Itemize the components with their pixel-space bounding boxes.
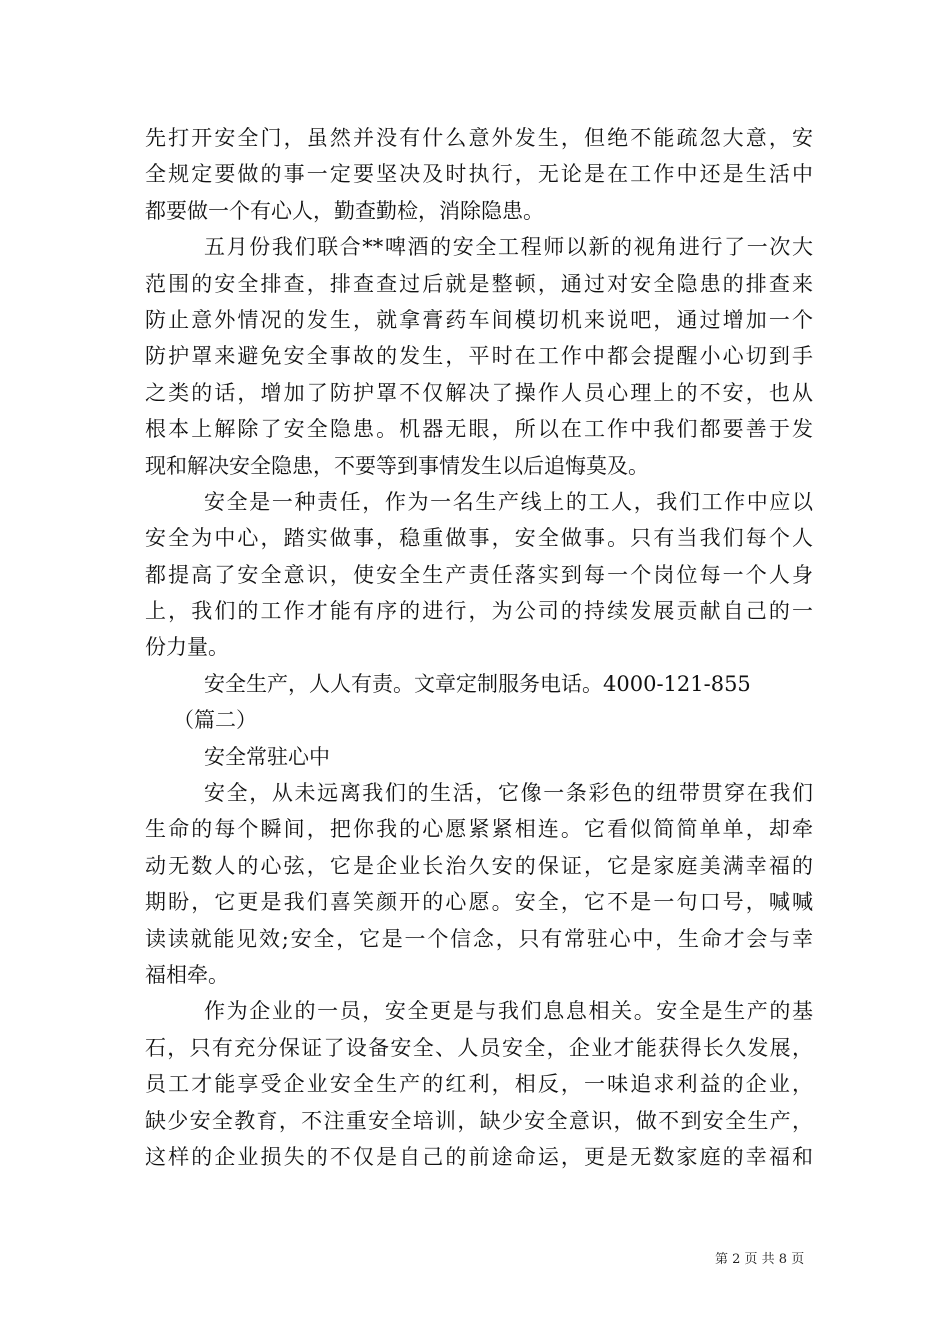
- text-line: 员工才能享受企业安全生产的红利，相反，一味追求利益的企业，: [145, 1072, 813, 1097]
- text-line: 都要做一个有心人，勤查勤检，消除隐患。: [145, 198, 544, 223]
- text-line: 上，我们的工作才能有序的进行，为公司的持续发展贡献自己的一: [145, 599, 813, 624]
- text-line: 防止意外情况的发生，就拿膏药车间模切机来说吧，通过增加一个: [145, 307, 813, 332]
- text-line: 都提高了安全意识，使安全生产责任落实到每一个岗位每一个人身: [145, 562, 813, 587]
- paragraph-first-line: 安全，从未远离我们的生活，它像一条彩色的纽带贯穿在我们: [204, 781, 813, 806]
- text-line: 缺少安全教育，不注重安全培训，缺少安全意识，做不到安全生产，: [145, 1108, 813, 1133]
- section-title: 安全常驻心中: [204, 744, 330, 769]
- paragraph-first-line: 五月份我们联合**啤酒的安全工程师以新的视角进行了一次大: [204, 235, 813, 260]
- section-label: （篇二）: [173, 708, 257, 733]
- text-line: 这样的企业损失的不仅是自己的前途命运，更是无数家庭的幸福和: [145, 1144, 813, 1169]
- text-line: 福相牵。: [145, 962, 229, 987]
- text-line: 读读就能见效;安全，它是一个信念，只有常驻心中，生命才会与幸: [145, 926, 813, 951]
- paragraph-first-line: 安全是一种责任，作为一名生产线上的工人，我们工作中应以: [204, 489, 813, 514]
- page-number-footer: 第 2 页 共 8 页: [715, 1252, 805, 1267]
- document-body: [145, 120, 813, 1175]
- text-line: 现和解决安全隐患，不要等到事情发生以后追悔莫及。: [145, 453, 649, 478]
- text-line: 期盼，它更是我们喜笑颜开的心愿。安全，它不是一句口号，喊喊: [145, 890, 813, 915]
- text-line: 石，只有充分保证了设备安全、人员安全，企业才能获得长久发展，: [145, 1035, 813, 1060]
- text-line: 份力量。: [145, 635, 229, 660]
- text-line: 防护罩来避免安全事故的发生，平时在工作中都会提醒小心切到手: [145, 344, 813, 369]
- text-line: 生命的每个瞬间，把你我的心愿紧紧相连。它看似简简单单，却牵: [145, 817, 813, 842]
- text-line: 范围的安全排查，排查查过后就是整顿，通过对安全隐患的排查来: [145, 271, 813, 296]
- text-line: 根本上解除了安全隐患。机器无眼，所以在工作中我们都要善于发: [145, 417, 813, 442]
- paragraph-first-line: 作为企业的一员，安全更是与我们息息相关。安全是生产的基: [204, 999, 813, 1024]
- contact-line: 安全生产，人人有责。文章定制服务电话。4000-121-855: [204, 671, 751, 696]
- text-line: 之类的话，增加了防护罩不仅解决了操作人员心理上的不安，也从: [145, 380, 813, 405]
- text-line: 动无数人的心弦，它是企业长治久安的保证，它是家庭美满幸福的: [145, 853, 813, 878]
- text-line: 安全为中心，踏实做事，稳重做事，安全做事。只有当我们每个人: [145, 526, 813, 551]
- text-line: 先打开安全门，虽然并没有什么意外发生，但绝不能疏忽大意，安: [145, 126, 813, 150]
- text-line: 全规定要做的事一定要坚决及时执行，无论是在工作中还是生活中: [145, 162, 813, 187]
